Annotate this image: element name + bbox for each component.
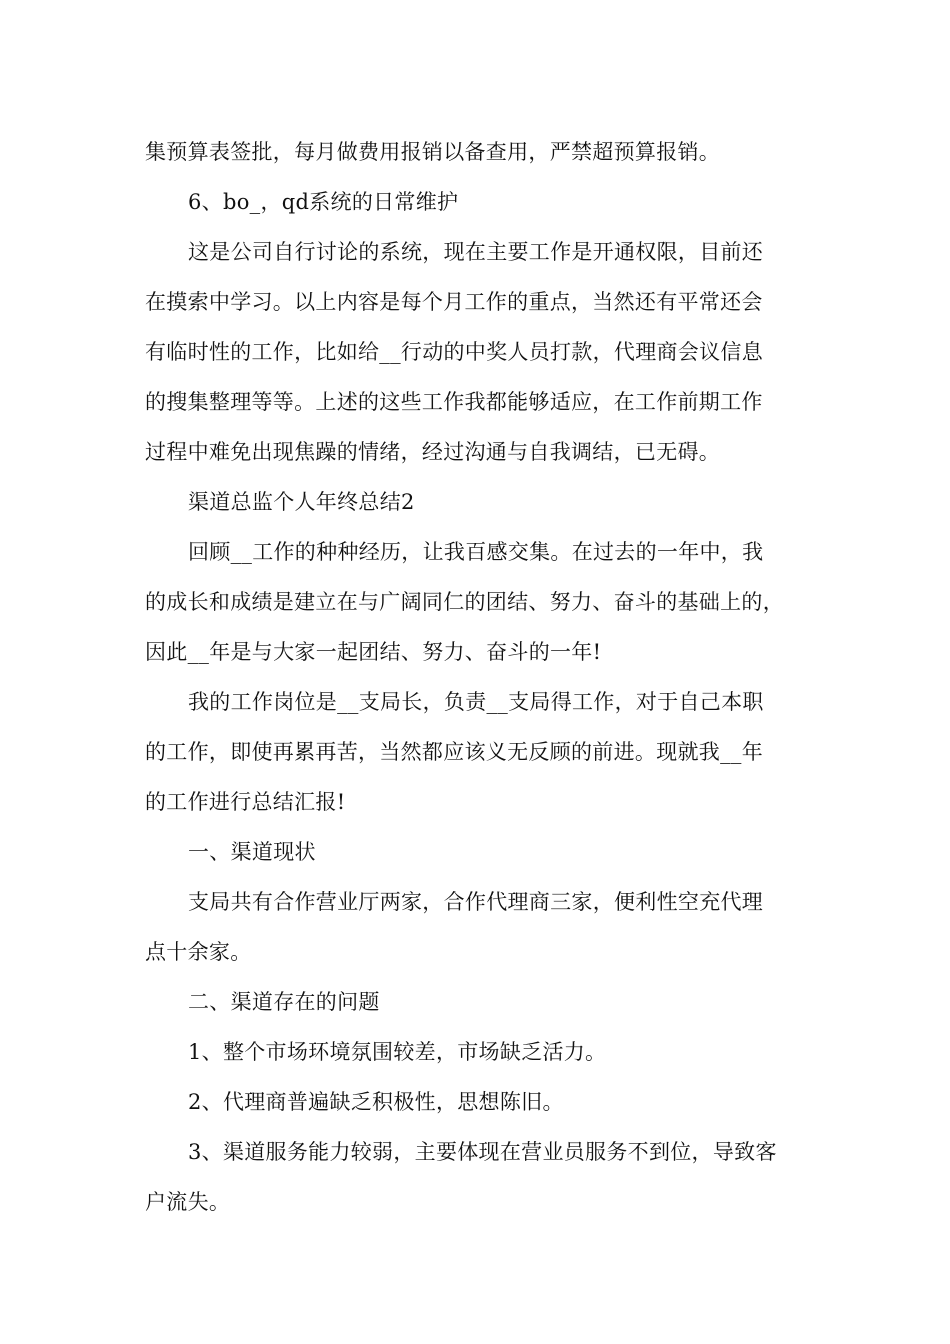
list-item: 1、整个市场环境氛围较差，市场缺乏活力。 [188,1040,607,1064]
list-item: 6、bo_，qd系统的日常维护 [188,190,459,214]
paragraph-line: 的工作进行总结汇报! [145,790,346,814]
paragraph-line: 有临时性的工作，比如给__行动的中奖人员打款，代理商会议信息 [145,340,763,364]
paragraph-line: 的成长和成绩是建立在与广阔同仁的团结、努力、奋斗的基础上的， [145,590,784,614]
paragraph-line: 的工作，即使再累再苦，当然都应该义无反顾的前进。现就我__年 [145,740,763,764]
paragraph-line: 在摸索中学习。以上内容是每个月工作的重点，当然还有平常还会 [145,290,763,314]
paragraph-line: 的搜集整理等等。上述的这些工作我都能够适应，在工作前期工作 [145,390,763,414]
paragraph-line: 这是公司自行讨论的系统，现在主要工作是开通权限，目前还 [188,240,764,264]
list-item: 3、渠道服务能力较弱，主要体现在营业员服务不到位，导致客 [188,1140,777,1164]
section-heading: 二、渠道存在的问题 [188,990,380,1014]
list-item-continuation: 户流失。 [145,1190,231,1214]
paragraph-line: 我的工作岗位是__支局长，负责__支局得工作，对于自己本职 [188,690,764,714]
section-title: 渠道总监个人年终总结2 [188,490,415,514]
text-line: 集预算表签批，每月做费用报销以备查用，严禁超预算报销。 [145,140,721,164]
paragraph-line: 回顾__工作的种种经历，让我百感交集。在过去的一年中，我 [188,540,764,564]
list-item: 2、代理商普遍缺乏积极性，思想陈旧。 [188,1090,564,1114]
section-heading: 一、渠道现状 [188,840,316,864]
paragraph-line: 过程中难免出现焦躁的情绪，经过沟通与自我调结，已无碍。 [145,440,721,464]
paragraph-line: 因此__年是与大家一起团结、努力、奋斗的一年! [145,640,602,664]
paragraph-line: 支局共有合作营业厅两家，合作代理商三家，便利性空充代理 [188,890,764,914]
paragraph-line: 点十余家。 [145,940,252,964]
